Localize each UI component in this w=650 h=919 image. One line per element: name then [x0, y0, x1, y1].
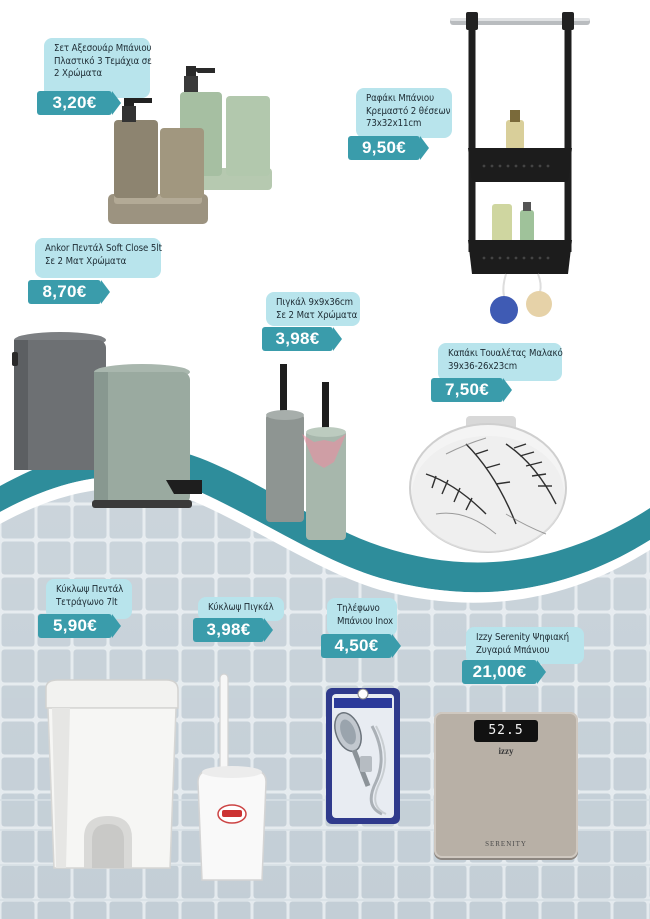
price-tag: 8,70€: [28, 280, 101, 304]
product-name-line: Ankor Πεντάλ Soft Close 5lt: [45, 243, 162, 254]
product-name-line: Τηλέφωνο: [337, 603, 380, 614]
product-name-line: 39x36-26x23cm: [448, 360, 518, 372]
price-tag: 3,98€: [193, 618, 264, 642]
product-label: [327, 598, 397, 636]
product-name-line: Σε 2 Ματ Χρώματα: [276, 309, 358, 321]
product-name-line: Πιγκάλ 9x9x36cm: [276, 297, 353, 308]
scale-brand-logo: izzy: [498, 746, 514, 756]
scale-model-text: SERENITY: [485, 840, 527, 848]
product-name-line: Ζυγαριά Μπάνιου: [476, 644, 550, 656]
price-tag: 3,20€: [37, 91, 112, 115]
price-tag: 9,50€: [348, 136, 420, 160]
product-name-line: Σε 2 Ματ Χρώματα: [45, 255, 127, 267]
square-pedal-bin-image: [40, 678, 190, 878]
shower-head-image: [324, 686, 402, 826]
product-name-line: 73x32x11cm: [366, 118, 422, 130]
product-name-line: Τετράγωνο 7lt: [56, 596, 118, 608]
product-name-line: Καπάκι Τουαλέτας Μαλακό: [448, 348, 563, 359]
price-tag: 4,50€: [321, 634, 392, 658]
price-tag: 3,98€: [262, 327, 333, 351]
product-name-line: Ραφάκι Μπάνιου: [366, 93, 434, 104]
price-tag: 7,50€: [431, 378, 503, 402]
toilet-seat-image: [406, 414, 576, 556]
price-tag: 21,00€: [462, 660, 537, 684]
product-label: [356, 88, 452, 138]
product-name-line: 2 Χρώματα: [54, 68, 103, 80]
price-tag: 5,90€: [38, 614, 112, 638]
bathroom-scale-image: [434, 712, 578, 858]
product-name-line: Κρεμαστό 2 θέσεων: [366, 105, 451, 117]
product-label: [438, 343, 562, 381]
product-name-line: Κύκλωψ Πιγκάλ: [208, 602, 274, 613]
product-label: [35, 238, 161, 278]
hanging-shelf-image: [444, 12, 594, 332]
product-name-line: Izzy Serenity Ψηφιακή: [476, 632, 570, 643]
white-toilet-brush-image: [194, 672, 270, 886]
product-name-line: Κύκλωψ Πεντάλ: [56, 584, 124, 595]
product-label: [466, 627, 584, 664]
product-label: [266, 292, 360, 326]
scale-display: 52.5: [474, 720, 538, 742]
product-name-line: Σετ Αξεσουάρ Μπάνιου: [54, 43, 152, 54]
product-label: [46, 579, 132, 619]
product-name-line: Πλαστικό 3 Τεμάχια σε: [54, 55, 152, 67]
toilet-brush-image: [262, 362, 356, 544]
pedal-bin-image: [6, 330, 211, 515]
product-label: [44, 38, 150, 98]
product-name-line: Μπάνιου Inox: [337, 615, 393, 627]
